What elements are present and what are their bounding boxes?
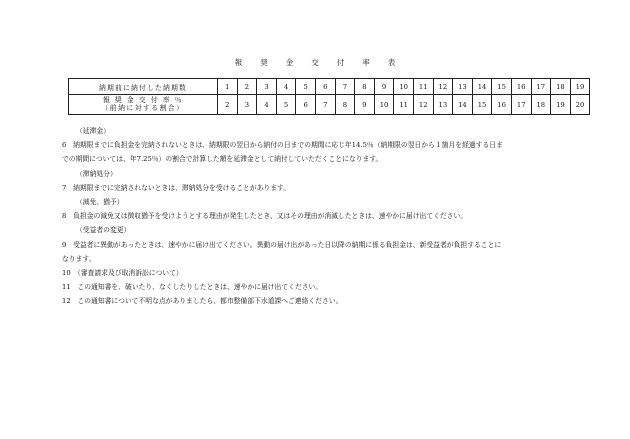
period-cell: 13 [453, 79, 473, 95]
rate-cell: 20 [570, 95, 590, 115]
period-cell: 5 [296, 79, 316, 95]
rate-cell: 8 [335, 95, 355, 115]
note-item: 10 （審査請求及び取消訴訟について） [62, 269, 183, 278]
notes-section [62, 124, 582, 309]
title-char: 付 [336, 58, 345, 67]
period-cell: 7 [335, 79, 355, 95]
page-title [0, 57, 630, 68]
rate-table [68, 78, 590, 115]
note-item: 6 納期限までに負担金を完納されないときは、納期限の翌日から納付の日までの期間に応じ年14.5％（納期限の翌日から１箇月を経過する日ま [62, 141, 503, 150]
rate-cell: 14 [453, 95, 473, 115]
rate-cell: 6 [296, 95, 316, 115]
rate-cell: 11 [394, 95, 414, 115]
period-cell: 10 [394, 79, 414, 95]
period-cell: 4 [276, 79, 296, 95]
note-item: 8 負担金の減免又は徴収猶予を受けようとする理由が発生したとき、又はその理由が消滅したときは、速やかに届け出てください。 [62, 212, 468, 221]
title-char: 率 [362, 58, 370, 67]
period-cell: 9 [374, 79, 394, 95]
period-cell: 8 [355, 79, 375, 95]
note-heading: （延滞金） [76, 127, 110, 135]
note-item: 12 この通知書について不明な点がありましたら、都市整備部下水道課へご連絡ください。 [62, 297, 343, 306]
note-heading: （減免、猶予） [76, 198, 124, 207]
period-row-label: 納期前に納付した納期数 [69, 79, 218, 95]
rate-cell: 16 [492, 95, 512, 115]
period-cell: 6 [315, 79, 335, 95]
rate-cell: 10 [374, 95, 394, 115]
rate-cell: 3 [237, 95, 257, 115]
period-cell: 2 [237, 79, 257, 95]
rate-cell: 19 [551, 95, 571, 115]
period-cell: 11 [413, 79, 433, 95]
title-char: 表 [387, 58, 396, 67]
rate-cell: 5 [276, 95, 296, 115]
title-char: 報 [234, 58, 243, 67]
rate-cell: 13 [433, 95, 453, 115]
title-char: 交 [311, 58, 319, 67]
period-cell: 16 [511, 79, 531, 95]
rate-cell: 12 [413, 95, 433, 115]
period-cell: 1 [218, 79, 238, 95]
rate-cell: 17 [511, 95, 531, 115]
rate-cell: 7 [315, 95, 335, 115]
period-row [69, 79, 590, 95]
period-cell: 15 [492, 79, 512, 95]
note-heading: （滞納処分） [76, 169, 117, 178]
period-cell: 19 [570, 79, 590, 95]
rate-row-label-main: 報 奨 金 交 付 率 ％ [102, 96, 184, 104]
note-heading: （受益者の変更） [76, 226, 131, 235]
period-cell: 3 [257, 79, 277, 95]
note-continuation: での期間については、年7.25％）の割合で計算した額を延滞金として納付していただくことになります。 [62, 155, 383, 164]
rate-row [69, 95, 590, 115]
note-continuation: なります。 [62, 254, 96, 263]
period-cell: 14 [472, 79, 492, 95]
period-cell: 12 [433, 79, 453, 95]
rate-cell: 18 [531, 95, 551, 115]
period-cell: 17 [531, 79, 551, 95]
rate-cell: 15 [472, 95, 492, 115]
period-cell: 18 [551, 79, 571, 95]
title-char: 金 [285, 58, 294, 67]
rate-cell: 2 [218, 95, 238, 115]
rate-cell: 9 [355, 95, 375, 115]
title-char: 奨 [260, 58, 268, 67]
note-item: 7 納期限までに完納されないときは、滞納処分を受けることがあります。 [62, 183, 291, 192]
rate-cell: 4 [257, 95, 277, 115]
note-item: 9 受益者に異動があったときは、速やかに届け出てください。異動の届け出があった日以降の納期に係る負担金は、新受益者が負担することに [62, 240, 502, 249]
rate-row-label-sub: （前納に対する割合） [101, 103, 185, 112]
note-item: 11 この通知書を、破いたり、なくしたりしたときは、速やかに届け出てください。 [62, 283, 323, 292]
rate-row-label [69, 95, 218, 115]
